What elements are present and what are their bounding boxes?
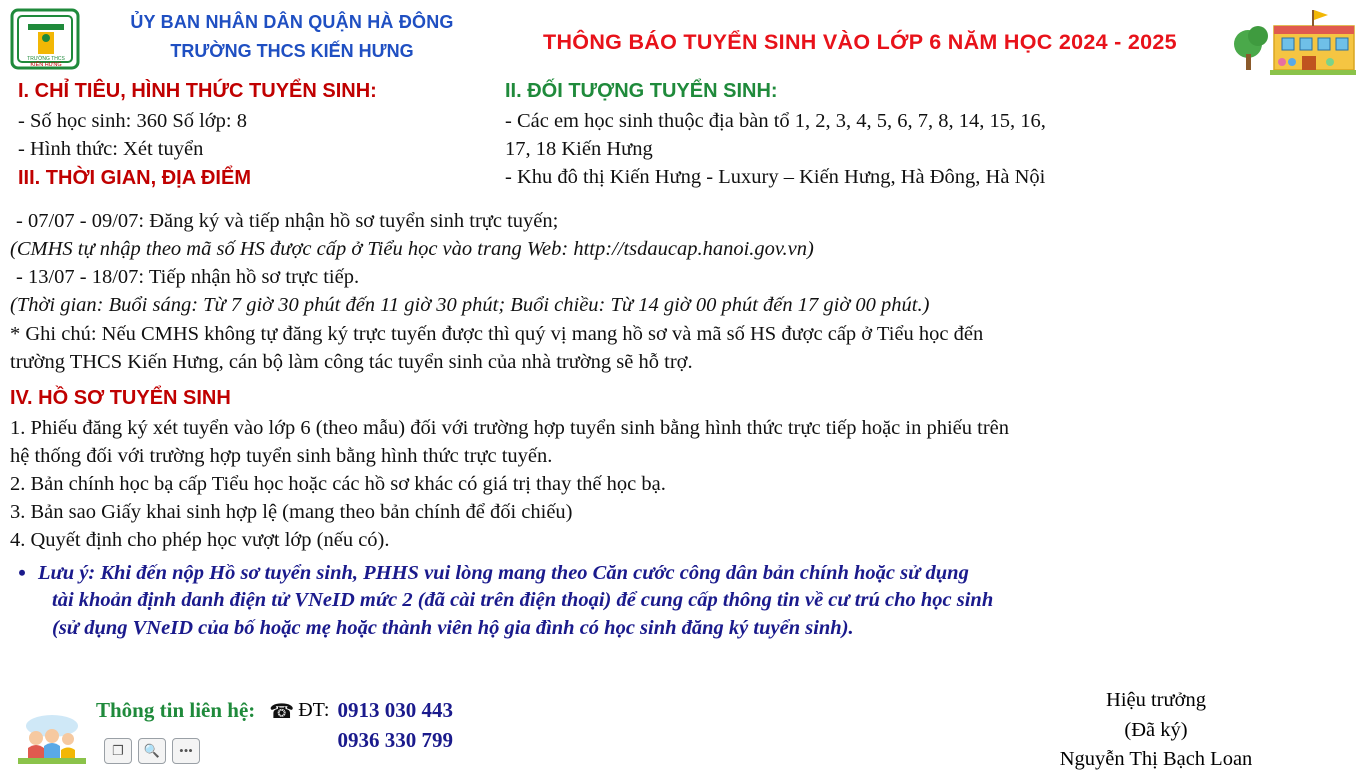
section-4-item-4: 4. Quyết định cho phép học vượt lớp (nếu có).	[10, 528, 390, 551]
section-3-item-1: - 07/07 - 09/07: Đăng ký và tiếp nhận hồ sơ tuyển sinh trực tuyến;	[16, 210, 559, 232]
section-2-line-1: - Các em học sinh thuộc địa bàn tổ 1, 2, 3, 4, 5, 6, 7, 8, 14, 15, 16,	[505, 110, 1046, 133]
section-1-line-1: - Số học sinh: 360 Số lớp: 8	[18, 110, 247, 133]
page-title: THÔNG BÁO TUYỂN SINH VÀO LỚP 6 NĂM HỌC 2024 - 2025	[543, 30, 1177, 54]
section-3-item-1-note: (CMHS tự nhập theo mã số HS được cấp ở Tiểu học vào trang Web: http://tsdaucap.hanoi.gov.vn)	[10, 238, 814, 261]
section-3-heading: III. THỜI GIAN, ĐỊA ĐIỂM	[18, 167, 251, 190]
svg-text:TRƯỜNG THCS: TRƯỜNG THCS	[27, 56, 65, 62]
signer-title: Hiệu trưởng	[1106, 689, 1206, 711]
section-1-heading: I. CHỈ TIÊU, HÌNH THỨC TUYỂN SINH:	[18, 80, 377, 102]
section-4-item-1b: hệ thống đối với trường hợp tuyển sinh bằng hình thức trực tuyến.	[10, 444, 553, 467]
section-4-items	[10, 415, 1356, 554]
search-icon[interactable]: 🔍	[138, 738, 166, 764]
section-3-item-2: - 13/07 - 18/07: Tiếp nhận hồ sơ trực tiếp.	[16, 266, 360, 289]
contact-label: Thông tin liên hệ:	[96, 698, 256, 722]
section-2-line-2: 17, 18 Kiến Hưng	[505, 138, 653, 161]
school-illustration	[1230, 4, 1360, 78]
section-3-ghichu-line-2: trường THCS Kiến Hưng, cán bộ làm công tác tuyển sinh của nhà trường sẽ hỗ trợ.	[10, 351, 693, 374]
more-icon[interactable]: •••	[172, 738, 200, 764]
svg-text:KIẾN HƯNG: KIẾN HƯNG	[30, 62, 62, 68]
organization-block	[92, 12, 492, 62]
important-note	[10, 560, 1356, 642]
phone-icon: ☎	[269, 701, 295, 723]
signer-signed: (Đã ký)	[1124, 718, 1188, 741]
signature-block	[1006, 686, 1306, 775]
document-footer	[0, 686, 1366, 771]
section-4-item-1a: 1. Phiếu đăng ký xét tuyển vào lớp 6 (theo mẫu) đối với trường hợp tuyển sinh bằng hình thức trực tiếp hoặc in phiếu trên	[10, 416, 1010, 439]
section-1	[18, 78, 498, 196]
phone-numbers	[337, 696, 453, 756]
document-body	[0, 78, 1366, 642]
contact-info	[96, 696, 453, 756]
bullet-icon: •	[18, 559, 26, 585]
dt-label: ĐT:	[298, 699, 330, 721]
school-name: TRƯỜNG THCS KIẾN HƯNG	[170, 41, 414, 61]
section-4-item-2: 2. Bản chính học bạ cấp Tiểu học hoặc các hồ sơ khác có giá trị thay thế học bạ.	[10, 472, 666, 495]
sections-1-and-2	[10, 78, 1356, 208]
important-note-line-2: tài khoản định danh điện tử VNeID mức 2 (đã cài trên điện thoại) để cung cấp thông tin về cư trú cho học sinh	[52, 589, 994, 612]
important-note-line-1: Lưu ý: Khi đến nộp Hồ sơ tuyển sinh, PHHS vui lòng mang theo Căn cước công dân bản chính hoặc sử dụng	[38, 561, 969, 584]
section-3-ghichu-line-1: * Ghi chú: Nếu CMHS không tự đăng ký trực tuyến được thì quý vị mang hồ sơ và mã số HS được cấp ở Tiểu học đến	[10, 323, 984, 346]
section-3-body	[10, 208, 1356, 376]
phone-number-2: 0936 330 799	[337, 727, 453, 752]
copy-icon[interactable]: ❐	[104, 738, 132, 764]
family-illustration	[14, 708, 90, 766]
section-1-line-2: - Hình thức: Xét tuyển	[18, 138, 204, 161]
section-4-item-3: 3. Bản sao Giấy khai sinh hợp lệ (mang theo bản chính để đối chiếu)	[10, 500, 573, 523]
school-logo	[8, 4, 84, 74]
section-2-line-3: - Khu đô thị Kiến Hưng - Luxury – Kiến Hưng, Hà Đông, Hà Nội	[505, 166, 1046, 189]
section-4-heading: IV. HỒ SƠ TUYỂN SINH	[10, 387, 231, 410]
org-name-upper: ỦY BAN NHÂN DÂN QUẬN HÀ ĐÔNG	[130, 12, 454, 32]
section-2-heading: II. ĐỐI TƯỢNG TUYỂN SINH:	[505, 80, 778, 102]
phone-number-1: 0913 030 443	[337, 698, 453, 722]
section-3-item-2-note: (Thời gian: Buổi sáng: Từ 7 giờ 30 phút đến 11 giờ 30 phút; Buổi chiều: Từ 14 giờ 00 phút đến 17 giờ 00 phút.)	[10, 294, 930, 317]
important-note-line-3: (sử dụng VNeID của bố hoặc mẹ hoặc thành viên hộ gia đình có học sinh đăng ký tuyển sinh).	[52, 616, 854, 639]
document-header	[0, 0, 1366, 78]
section-2	[505, 78, 1365, 193]
signer-name: Nguyễn Thị Bạch Loan	[1059, 748, 1253, 771]
